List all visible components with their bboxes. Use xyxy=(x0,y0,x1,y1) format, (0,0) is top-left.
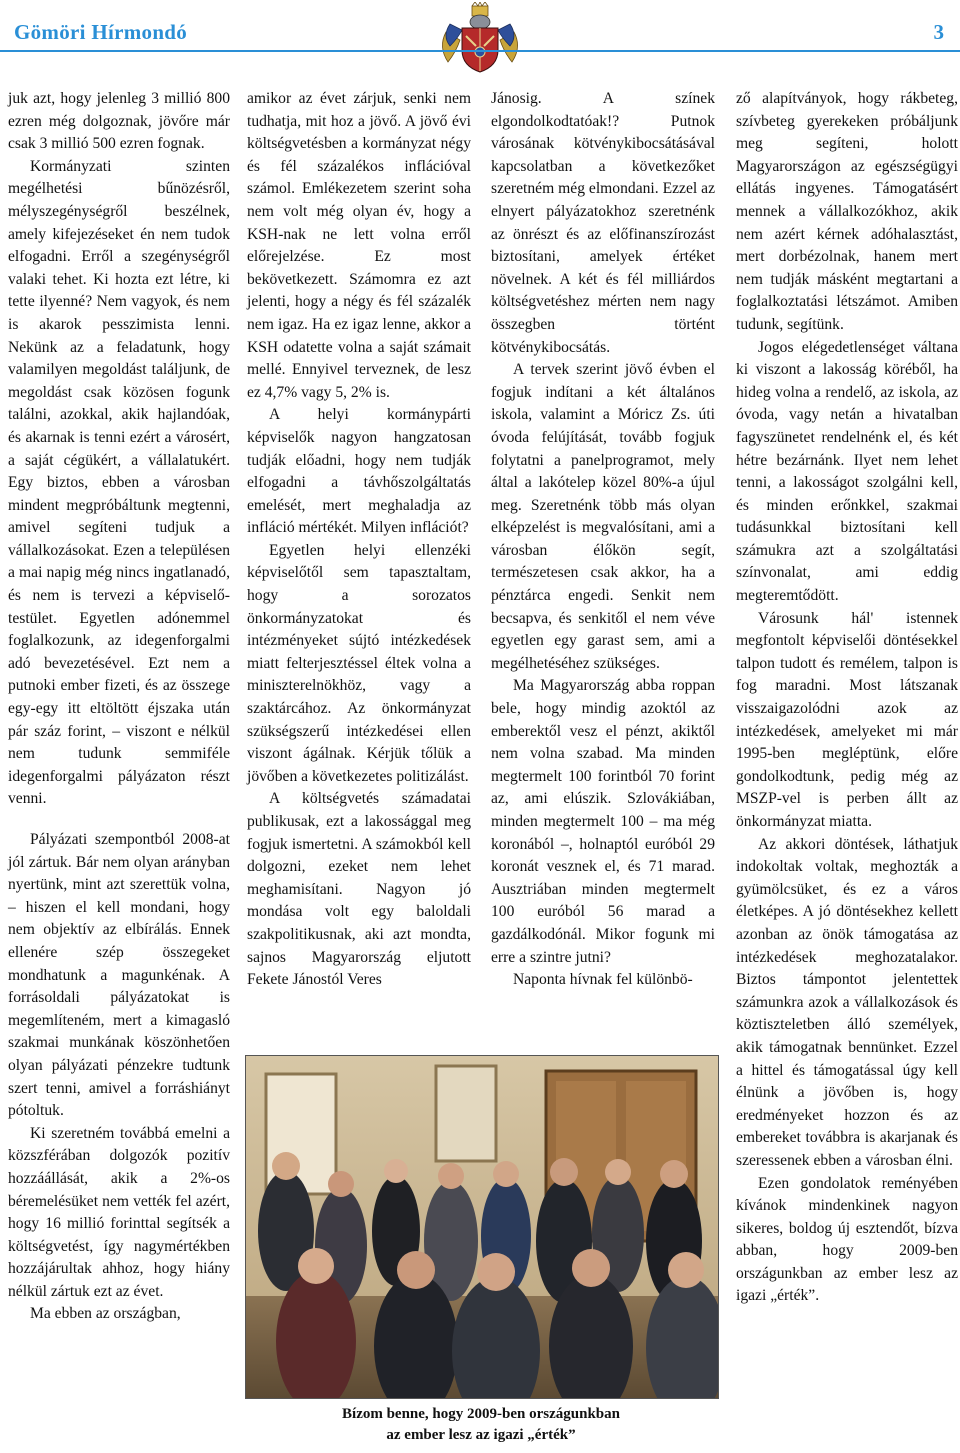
paragraph: Ki szeretném továbbá emelni a közszférában dolgozók pozitív hozzáállását, akik a 2%-os béremelésüket nem vették fel azért, hogy 16 millió forinttal segítsék a költségvetést, így nagymértékben hozzájárultak ahhoz, hogy hiány nélkül zártuk ezt az évet. xyxy=(8,1124,230,1300)
paragraph: Ma Magyarország abba roppan bele, hogy mindig azoktól az emberektől vesz el pénzt, akiktől nem volna szabad. Ma minden megtermelt 100 forintból 70 forint az, ami elúszik. Szlovákiában, minden megtermelt 100 – ma még koronából –, holnaptól euróból 29 koronát vesznek el, és 71 marad. Ausztriában minden megtermelt 100 euróból 56 marad a gazdálkodónál. Mikor fogunk mi erre a szintre jutni? xyxy=(491,677,715,966)
paragraph: Kormányzati szinten megélhetési bűnözésről, mélyszegénységről beszélnek, amely kifejezéseket én nem tudok elfogadni. Erről a szegénységről valaki tehet. Ki hozta ezt létre, ki tette ilyenné? Nem vagyok, és nem is akarok pesszimista lenni. Nekünk az a feladatunk, hogy valamilyen megoldást találjunk, de megoldást csak közösen fogunk találni, azokkal, akik hajlandóak, és akarnak is tenni ezért a városért, a saját cégükért, a vállalatukért. Egy biztos, ebben a városban mindent megpróbáltunk megtenni, amivel segíteni tudjuk a vállalkozásokat. Ezen a településen a mai napig még nincs ingatlanadó, és nem is tervezi a képviselő-testület. Egyetlen adónemmel foglalkozunk, az idegenforgalmi adó bevezetésével. Ezt nem a putnoki ember fizeti, és az összege egy-egy itt eltöltött éjszaka után pár száz forint, – viszont e nélkül nem tudunk semmiféle idegenforgalmi pályázaton részt venni. xyxy=(8,157,230,808)
paragraph: amikor az évet zárjuk, senki nem tudhatja, mit hoz a jövő. A jövő évi költségvetésben a kormányzat négy és fél százalékos inflációval számol. Emlékezetem szerint soha nem volt még olyan év, hogy a KSH-nak ne lett volna erről előrejelzése. Ez most bekövetkezett. Számomra ez azt jelenti, hogy a négy és fél százalék nem igaz. Ha ez igaz lenne, akkor a KSH odatette volna a saját számait mellé. Ennyivel terveznek, de lesz ez 4,7% vagy 5, 2% is. xyxy=(247,90,471,401)
paragraph: Jogos elégedetlenséget váltana ki viszont a lakosság köréből, ha hideg volna a rendelő, az iskola, az óvoda, vagy netán a hivatalban fagyszünetet rendelnénk el, és két hétre bezárnánk. Ilyet nem lehet tenni, a lakosságot szolgálni kell, és minden erőnkkel, szakmai tudásunkkal biztosítani kell számukra azt a szolgáltatási színvonalat, ami eddig megteremtődött. xyxy=(736,338,958,605)
crowd-photo-illustration xyxy=(246,1056,718,1398)
paragraph: Ma ebben az országban, xyxy=(30,1305,181,1323)
column-1 xyxy=(8,88,230,1326)
paragraph: Az akkori döntések, láthatjuk indokoltak voltak, meghozták a gyümölcsüket, és ez a város életképes. A jó döntésekhez kellett azonban az önök támogatása az intézkedések meghozatalakor. Biztos támpontot jelentettek számunkra azok a vállalkozások és köztiszteletben álló személyek, akik támogatnak bennünket. Ezzel a hittel és támogatással úgy kell élnünk a jövőben is, hogy eredményeket hozzon és az embereket továbbra is akarjanak és szeressenek ebben a városban élni. xyxy=(736,835,958,1169)
paragraph: ző alapítványok, hogy rákbeteg, szívbeteg gyerekeken próbáljunk meg segíteni, holott Magyarországon az egészségügyi ellátás ingyenes. Támogatásért mennek a vállalkozókhoz, akik nem azért kérnek adóhalasztást, mert dorbézolnak, hanem mert nem tudják másként megtartani a foglalkoztatási létszámot. Amiben tudunk, segítünk. xyxy=(736,90,958,333)
paragraph: A tervek szerint jövő évben el fogjuk indítani a két általános iskola, valamint a Móricz Zs. úti óvoda felújítását, tovább fogjuk folytatni a panelprogramot, mely által a lakótelep közel 80%-a újul meg. Szeretnénk több más olyan elképzelést is megvalósítani, ami a városban élőkön segít, természetesen csak akkor, ha a pénztárca engedi. Senkit nem becsapva, és senkitől el nem véve egyetlen egy garast sem, ami a megélhetéséhez szükséges. xyxy=(491,361,715,672)
photo-caption xyxy=(245,1404,717,1446)
paragraph: Naponta hívnak fel különbö- xyxy=(513,971,693,989)
column-4 xyxy=(736,88,958,1308)
paragraph: juk azt, hogy jelenleg 3 millió 800 ezren még dolgoznak, jövőre már csak 3 millió 500 ezren fognak. xyxy=(8,90,230,153)
paragraph: Jánosig. A színek elgondolkodtatóak!? Putnok városának kötvénykibocsátásával kapcsolatban a következőket szeretném még elmondani. Ezzel az elnyert pályázatokhoz szeretnénk az önrészt és az előfinanszírozást biztosítani, amelyek értéket növelnek. A két és fél milliárdos költségvetéshez mérten nem nagy összegben történt kötvénykibocsátás. xyxy=(491,90,715,356)
paragraph: Egyetlen helyi ellenzéki képviselőtől sem tapasztaltam, hogy a sorozatos önkormányzatokat és intézményeket sújtó intézkedések miatt felterjesztéssel éltek volna a miniszterelnökhöz, vagy a szaktárcához. Az önkormányzat szükségszerű intézkedései ellen viszont ágálnak. Kérjük tőlük a jövőben a következetes politizálást. xyxy=(247,541,471,785)
paragraph: A költségvetés számadatai publikusak, ezt a lakossággal meg fogjuk ismertetni. A számokból kell dolgozni, ezeket nem lehet meghamisítani. Nagyon jó mondása volt egy baloldali szakpolitikusnak, aki azt mondta, sajnos Magyarország eljutott Fekete Jánostól Veres xyxy=(247,790,471,989)
column-3 xyxy=(491,88,715,1048)
column-2 xyxy=(247,88,471,992)
paragraph: Ezen gondolatok reményében kívánok mindenkinek nagyon sikeres, boldog új esztendőt, bízva abban, hogy 2009-ben országunkban az ember lesz az igazi „érték”. xyxy=(736,1174,958,1305)
paragraph: Pályázati szempontból 2008-at jól zártuk. Bár nem olyan arányban nyertünk, mint azt szerettük volna, – hiszen el kell mondani, hogy nem objektív az elbírálás. Ennek ellenére szép összegeket mondhatunk a magunkénak. A forrásoldali pályázatokat is megemlíteném, mert a kimagasló szakmai munkának köszönhetően olyan pályázati pénzekre tudtunk szert tenni, amivel a forráshiányt pótoltuk. xyxy=(8,831,230,1120)
paragraph: Városunk hál' istennek megfontolt képviselői döntésekkel talpon tudott és remélem, talpon is fog maradni. Most látszanak visszaigazolódni azok az intézkedések, amelyeket mi már 1995-ben megléptünk, előre gondolkodtunk, pedig még az MSZP-vel is perben állt az önkormányzat miatta. xyxy=(736,609,958,830)
paragraph: A helyi kormánypárti képviselők nagyon hangzatosan tudják előadni, hogy nem tudják elfogadni a távhőszolgáltatás emelését, mert meghaladja az infláció mértékét. Milyen inflációt? xyxy=(247,406,471,537)
caption-line: Bízom benne, hogy 2009-ben országunkban xyxy=(342,1406,620,1422)
caption-line: az ember lesz az igazi „érték” xyxy=(386,1427,576,1443)
newspaper-title: Gömöri Hírmondó xyxy=(14,20,188,44)
coat-of-arms-icon xyxy=(436,2,524,74)
header-rule xyxy=(0,50,960,52)
news-photo xyxy=(245,1055,719,1399)
page-number: 3 xyxy=(933,20,944,44)
